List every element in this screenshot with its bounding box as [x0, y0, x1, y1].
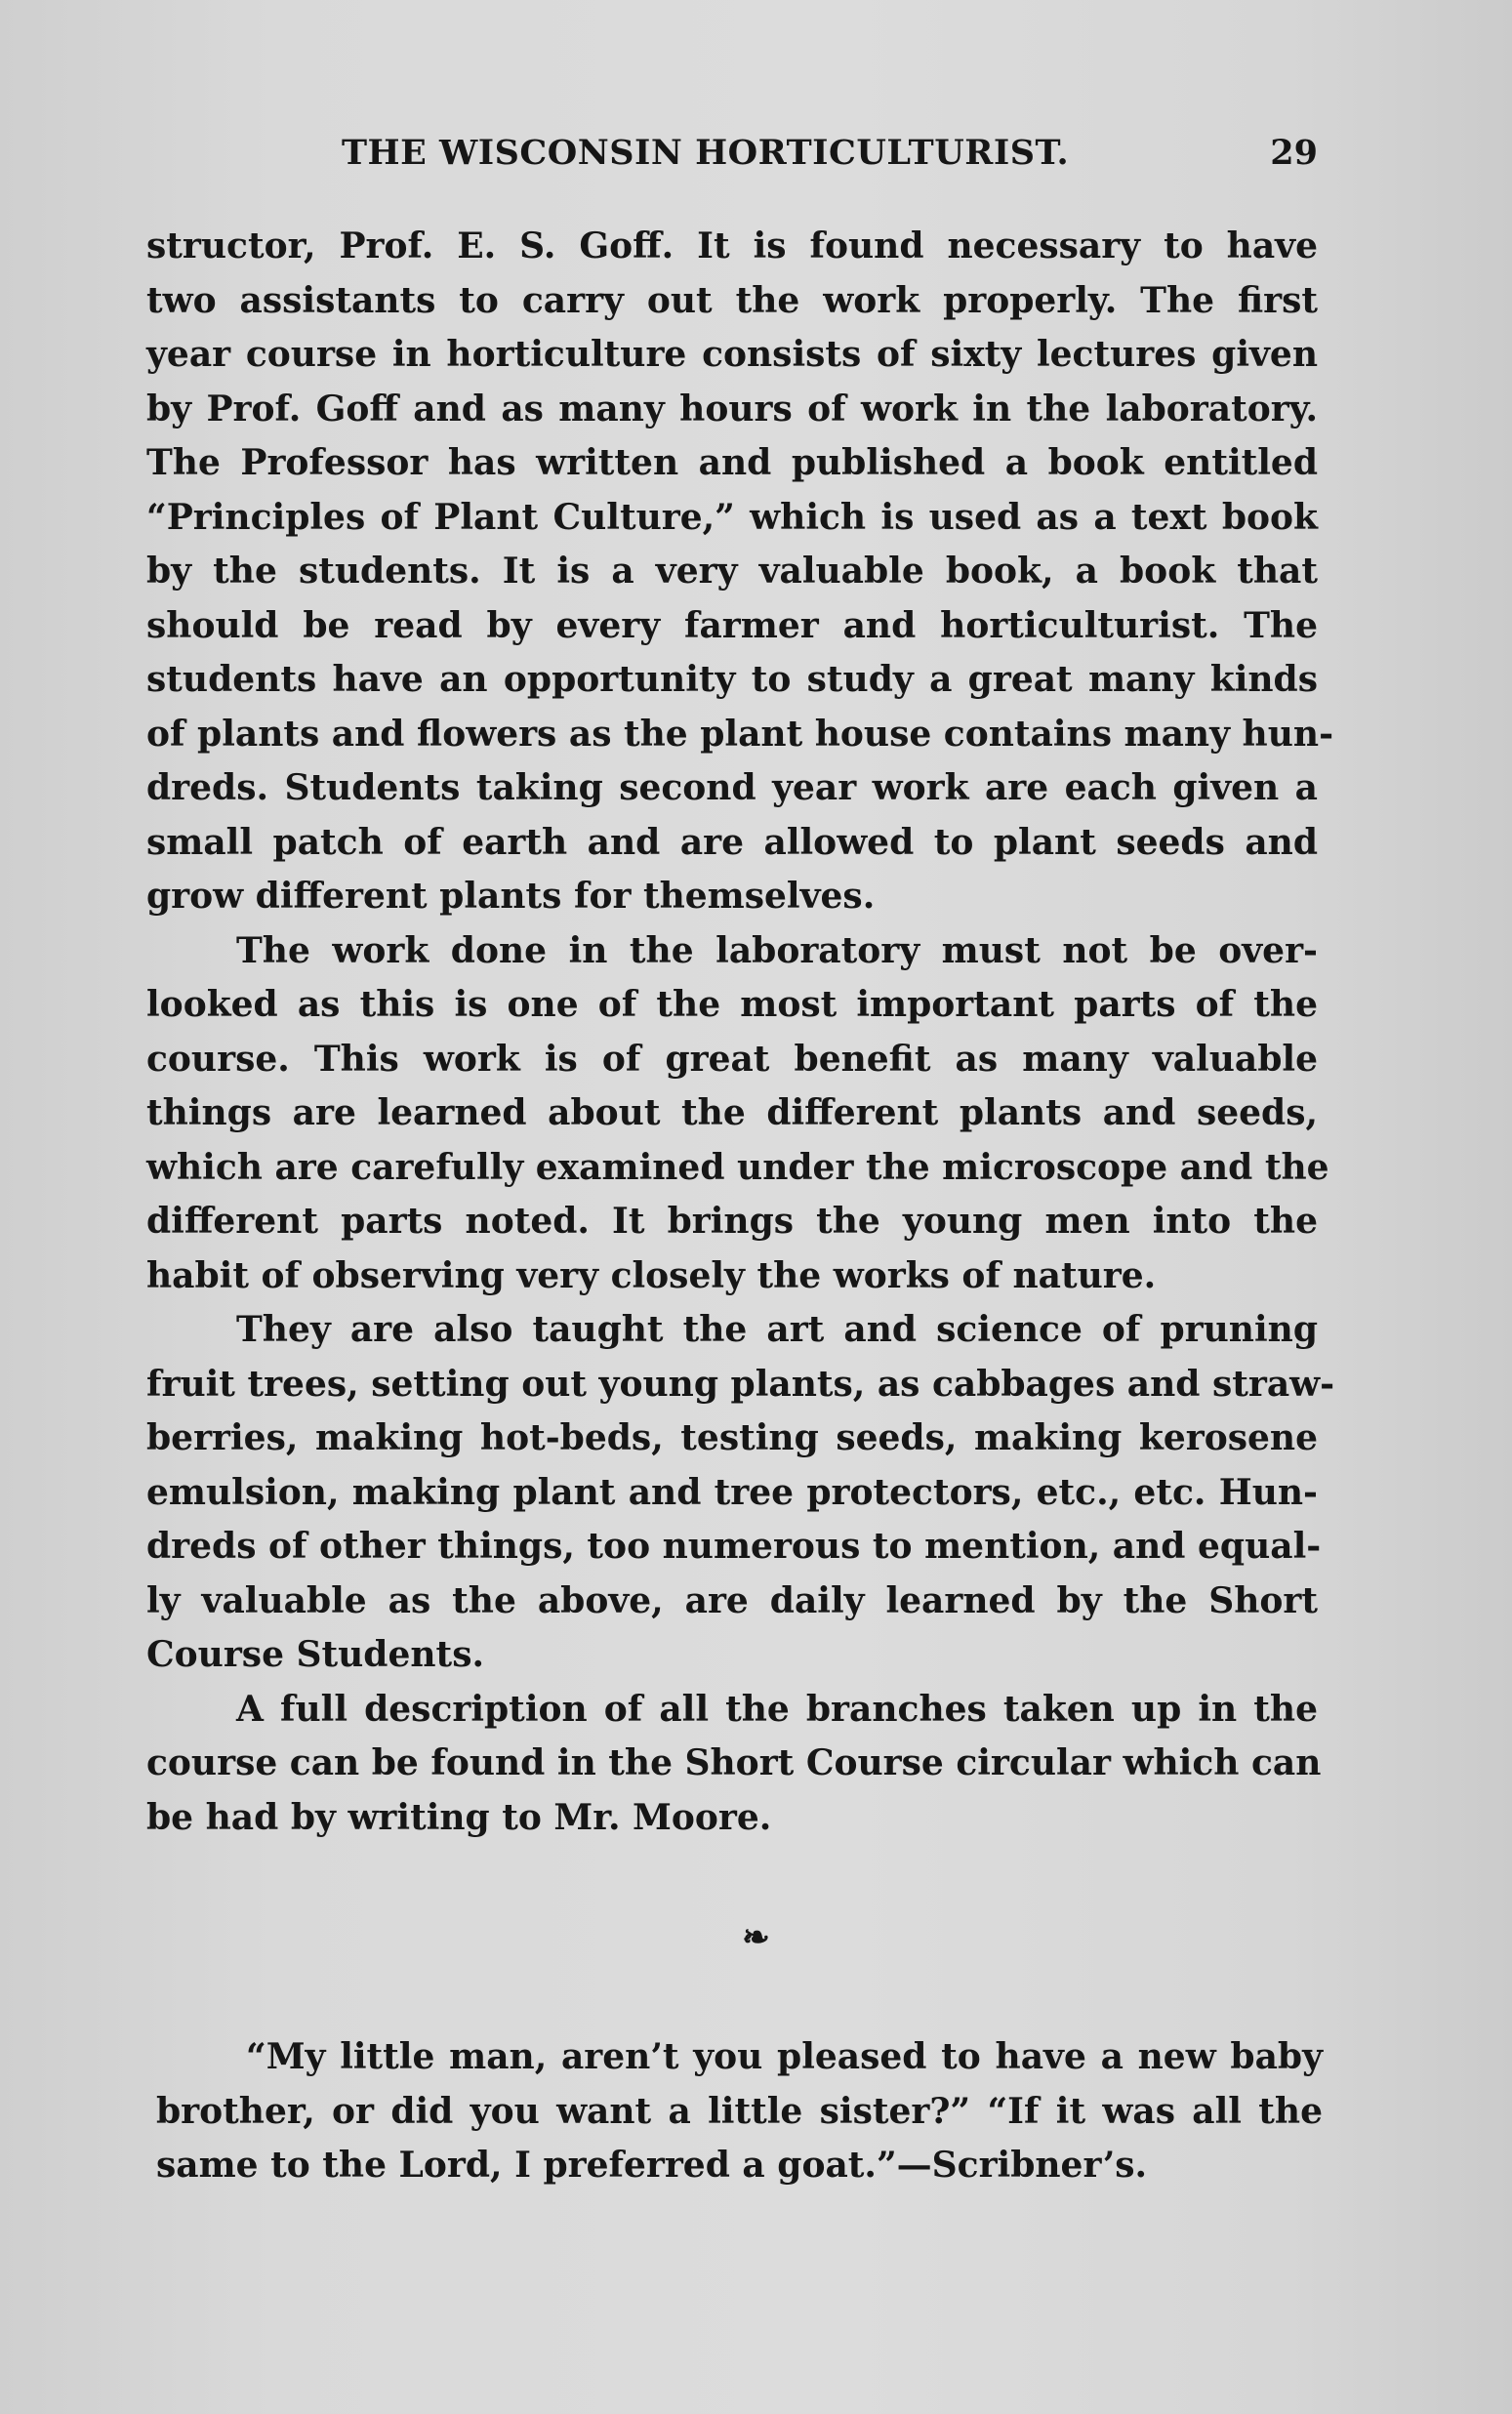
text-line: same to the Lord, I preferred a goat.”—Scribner’s.	[156, 2145, 1148, 2186]
text-line: by Prof. Goff and as many hours of work in the laboratory.	[146, 388, 1318, 430]
text-line: things are learned about the different plants and seeds,	[146, 1092, 1318, 1133]
text-line: They are also taught the art and science of pruning	[236, 1309, 1318, 1350]
text-line: which are carefully examined under the microscope and the	[146, 1146, 1329, 1188]
text-line: of plants and flowers as the plant house contains many hun-	[146, 713, 1334, 755]
text-line: Course Students.	[146, 1634, 484, 1675]
text-line: course. This work is of great benefit as many valuable	[146, 1038, 1318, 1080]
text-line: different parts noted. It brings the young men into the	[146, 1201, 1318, 1242]
text-line: ly valuable as the above, are daily learned by the Short	[146, 1579, 1318, 1621]
paragraph	[146, 924, 1329, 1304]
anecdote-quote	[156, 2030, 1323, 2193]
text-line: habit of observing very closely the works of nature.	[146, 1254, 1157, 1296]
text-line: looked as this is one of the most important parts of the	[146, 984, 1318, 1025]
text-line: grow different plants for themselves.	[146, 876, 876, 917]
paragraph	[146, 220, 1334, 924]
text-line: be had by writing to Mr. Moore.	[146, 1796, 772, 1838]
text-line: “My little man, aren’t you pleased to have a new baby	[246, 2036, 1323, 2077]
running-title: THE WISCONSIN HORTICULTURIST.	[342, 133, 1070, 173]
text-line: brother, or did you want a little sister?” “If it was all the	[156, 2090, 1323, 2132]
text-line: dreds. Students taking second year work are each given a	[146, 767, 1318, 808]
text-line: “Principles of Plant Culture,” which is used as a text book	[146, 496, 1318, 538]
text-line: by the students. It is a very valuable book, a book that	[146, 551, 1318, 592]
text-line: course can be found in the Short Course circular which can	[146, 1742, 1322, 1783]
text-line: The work done in the laboratory must not be over-	[236, 929, 1318, 971]
text-line: small patch of earth and are allowed to plant seeds and	[146, 821, 1318, 863]
text-line: A full description of all the branches taken up in the	[236, 1688, 1318, 1730]
text-line: berries, making hot-beds, testing seeds, making kerosene	[146, 1417, 1318, 1458]
page-number: 29	[1270, 133, 1318, 173]
section-ornament: ❧	[742, 1918, 770, 1957]
text-line: fruit trees, setting out young plants, as cabbages and straw-	[146, 1363, 1335, 1405]
text-line: structor, Prof. E. S. Goff. It is found necessary to have	[146, 225, 1318, 266]
paragraph	[146, 1303, 1335, 1683]
paragraph	[146, 1683, 1322, 1846]
text-line: students have an opportunity to study a great many kinds	[146, 659, 1318, 700]
page-header	[146, 133, 1318, 182]
article-body	[146, 220, 1335, 1845]
text-line: dreds of other things, too numerous to mention, and equal-	[146, 1526, 1322, 1567]
text-line: emulsion, making plant and tree protectors, etc., etc. Hun-	[146, 1471, 1318, 1513]
text-line: year course in horticulture consists of sixty lectures given	[146, 334, 1318, 375]
text-line: two assistants to carry out the work properly. The first	[146, 279, 1318, 321]
text-line: should be read by every farmer and horticulturist. The	[146, 604, 1318, 646]
text-line: The Professor has written and published a book entitled	[146, 442, 1318, 483]
